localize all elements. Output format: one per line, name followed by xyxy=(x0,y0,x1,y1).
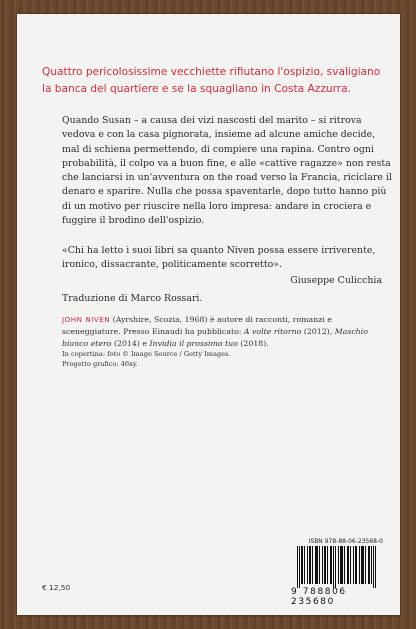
author-bio: JOHN NIVEN (Ayrshire, Scozia, 1968) è autore di racconti, romanzi e sceneggiature. Presso Einaudi ha pubblicato: A volte ritorno (2012), Maschio bianco etero (2014) e Invidia il prossimo tuo (2018). xyxy=(62,315,368,348)
translation-credit: Traduzione di Marco Rossari. xyxy=(62,293,203,304)
review-quote: «Chi ha letto i suoi libri sa quanto Niven possa essere irriverente, ironico, dissacrante, politicamente scorretto». xyxy=(62,245,376,271)
credits xyxy=(62,349,231,369)
price-label: € 12,50 xyxy=(42,583,71,592)
quote-author: Giuseppe Culicchia xyxy=(290,275,382,286)
synopsis-text: Quando Susan – a causa dei vizi nascosti del marito – si ritrova vedova e con la casa pignorata, insieme ad alcune amiche decide, mal di schiena permettendo, di compiere una rapina. Contro ogni probabilità, il colpo va a buon fine, e alle «cattive ragazze» non resta che lanciarsi in un'avventura on the road verso la Francia, riciclare il denaro e sparire. Nulla che possa spaventarle, dopo tutto hanno più di un motivo per riuscire nella loro impresa: andare in crociera e fuggire il brodino dell'ospizio. xyxy=(62,115,392,227)
barcode-number: 9 788806 235680 xyxy=(291,587,347,607)
author-name: JOHN NIVEN xyxy=(62,315,111,324)
design-credit: Progetto grafico: 46xy. xyxy=(62,360,138,368)
barcode xyxy=(291,546,383,588)
blurb-text: Quattro pericolosissime vecchiette rifiutano l'ospizio, svaligiano la banca del quartiere e se la squagliano in Costa Azzurra. xyxy=(42,66,381,95)
cover-credit: In copertina: foto © Image Source / Getty Images. xyxy=(62,350,231,358)
isbn-label: ISBN 978-88-06-23568-0 xyxy=(308,538,383,545)
isbn-block xyxy=(291,538,383,607)
